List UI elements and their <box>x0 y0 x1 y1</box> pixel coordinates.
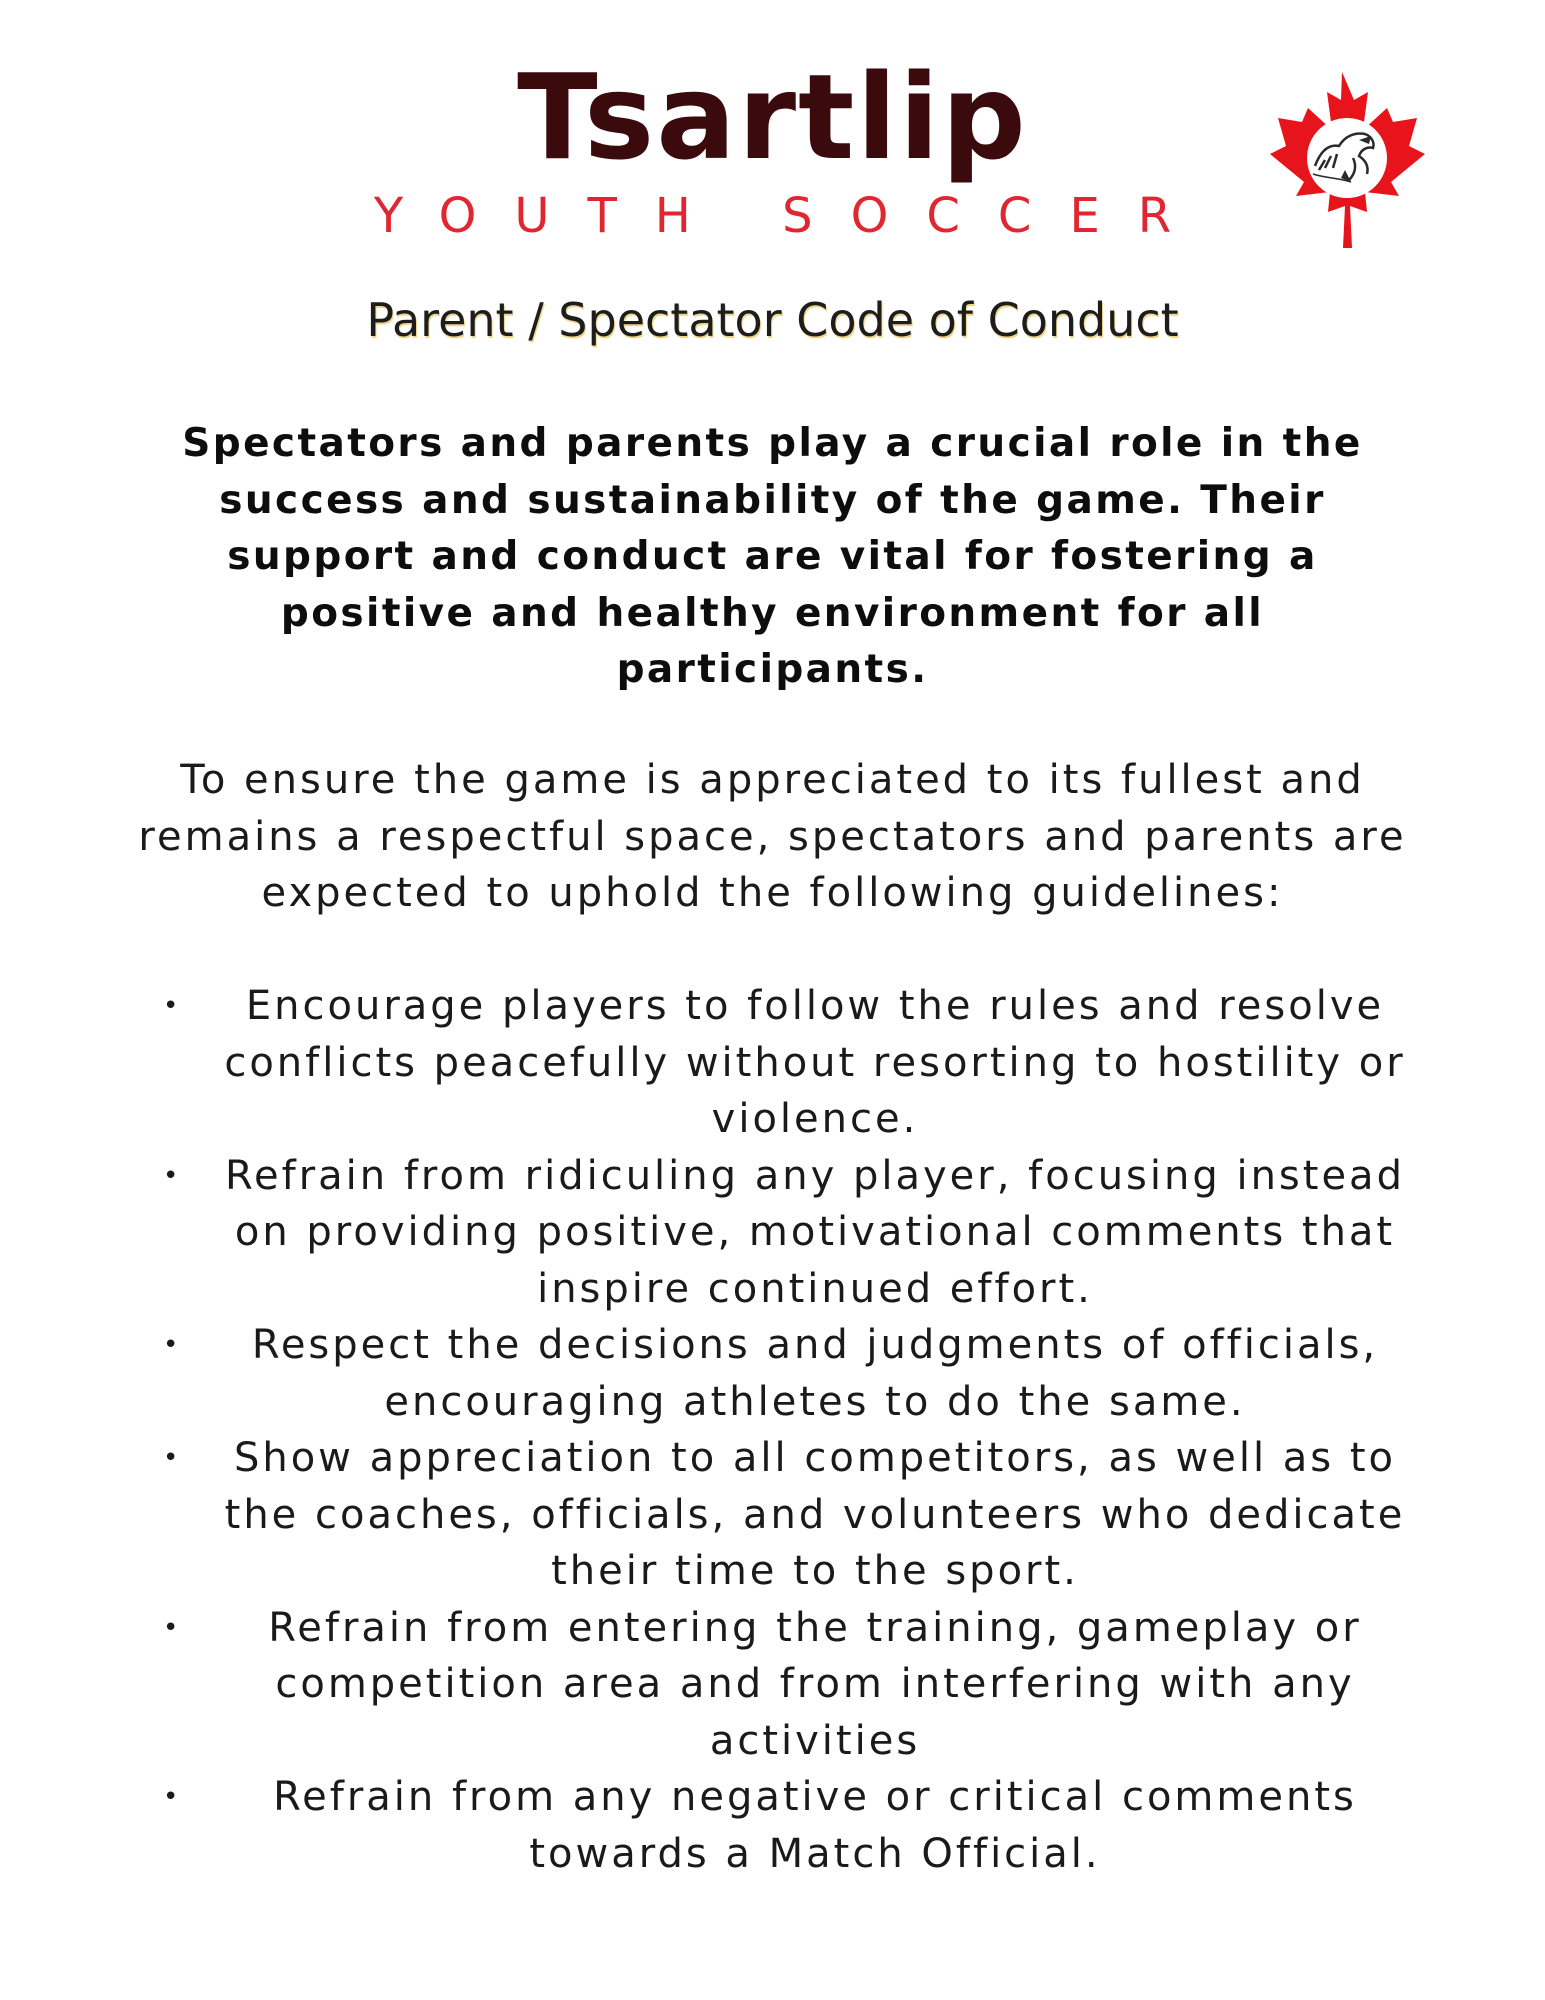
maple-leaf-logo-icon <box>1255 70 1430 250</box>
list-item <box>155 978 1420 1148</box>
guideline-text: Respect the decisions and judgments of officials, encouraging athletes to do the same. <box>251 1322 1379 1425</box>
intro-paragraph: Spectators and parents play a crucial role in the success and sustainability of the game. Their support and conduct are vital for fostering a positive and healthy environment for all participants. <box>182 421 1363 692</box>
guideline-text: Encourage players to follow the rules and resolve conflicts peacefully without resorting to hostility or violence. <box>224 983 1406 1142</box>
list-item <box>155 1600 1420 1770</box>
bullet-icon: • <box>163 1330 182 1360</box>
guideline-text: Refrain from any negative or critical comments towards a Match Official. <box>273 1774 1357 1877</box>
bullet-icon: • <box>163 1443 182 1473</box>
list-item <box>155 1148 1420 1318</box>
brand-title: Tsartlip <box>517 48 1028 186</box>
bullet-icon: • <box>163 1782 182 1812</box>
bullet-icon: • <box>163 1160 182 1191</box>
guidelines-list <box>155 978 1420 1882</box>
guideline-text: Refrain from entering the training, gameplay or competition area and from interfering with any activities <box>268 1604 1362 1764</box>
brand-subtitle: YOUTH SOCCER <box>373 188 1210 244</box>
page-title: Parent / Spectator Code of Conduct <box>366 293 1179 347</box>
lead-paragraph: To ensure the game is appreciated to its fullest and remains a respectful space, spectators and parents are expected to uphold the following guidelines: <box>138 757 1407 916</box>
bullet-icon: • <box>163 1612 182 1643</box>
list-item <box>155 1769 1420 1882</box>
bullet-icon: • <box>163 991 182 1021</box>
list-item <box>155 1430 1420 1600</box>
guideline-text: Refrain from ridiculing any player, focusing instead on providing positive, motivational comments that inspire continued effort. <box>225 1152 1405 1312</box>
guideline-text: Show appreciation to all competitors, as well as to the coaches, officials, and volunteers who dedicate their time to the sport. <box>224 1435 1406 1594</box>
list-item <box>155 1317 1420 1430</box>
